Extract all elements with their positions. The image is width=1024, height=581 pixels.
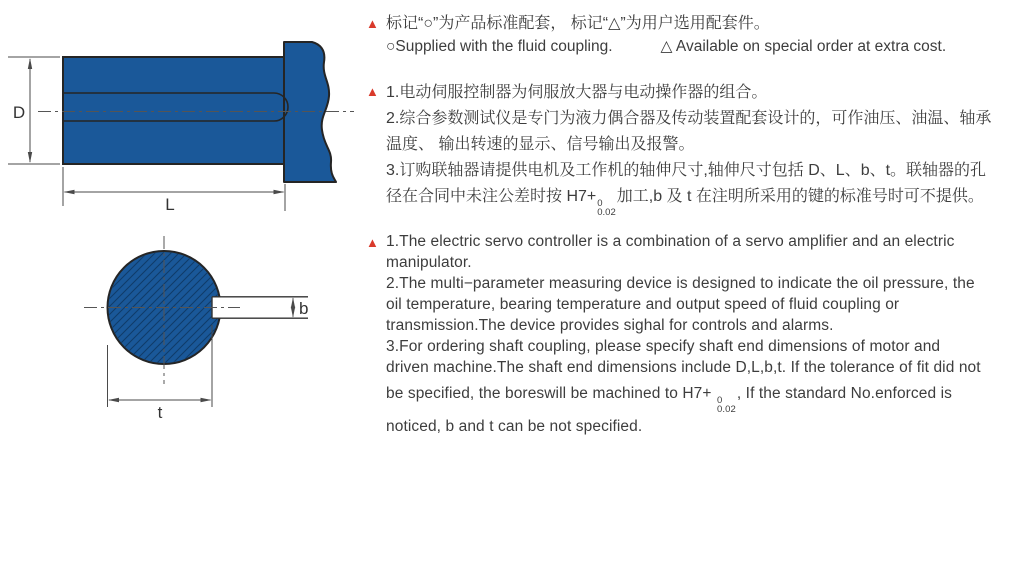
legend-line-cn: 标记“○”为产品标准配套， 标记“△”为用户选用配套件。 (386, 15, 770, 32)
en-note-line: manipulator. (386, 254, 472, 271)
notes-english-block (366, 231, 1022, 437)
dim-label-t: t (157, 403, 163, 422)
cn-note-tolerance-line: 径在合同中未注公差时按 H7+ 0 0.02 加工,b 及 t 在注明所采用的键的标准号时可不提供。 (386, 188, 984, 218)
notes-chinese-block (366, 80, 1022, 217)
legend-supplied-text: ○Supplied with the fluid coupling. (386, 38, 613, 55)
en-note-line: 1.The electric servo controller is a combination of a servo amplifier and an electric (386, 233, 955, 250)
keyway-cutout (212, 297, 308, 318)
en-note-line: 3.For ordering shaft coupling, please specify shaft end dimensions of motor and (386, 338, 941, 355)
en-note-tolerance-line: be specified, the boreswill be machined to H7+ 0 0.02 , If the standard No.enforced is (386, 385, 953, 415)
cn-note-line: 温度、 输出转速的显示、信号输出及报警。 (386, 136, 695, 153)
dim-label-l: L (165, 195, 175, 214)
shaft-dimension-diagram (0, 0, 360, 440)
shaft-body (63, 57, 284, 164)
tolerance-stack: 0 0.02 (597, 198, 616, 218)
tolerance-stack: 0 0.02 (716, 395, 736, 415)
legend-line-en (386, 35, 1022, 58)
cn-note-line: 3.订购联轴器请提供电机及工作机的轴伸尺寸,轴伸尺寸包括 D、L、b、t。联轴器的孔 (386, 162, 987, 179)
en-note-line: oil temperature, bearing temperature and output speed of fluid coupling or (386, 296, 900, 313)
cn-note-line: 1.电动伺服控制器为伺服放大器与电动操作器的组合。 (386, 84, 768, 101)
shaft-diagram-svg (0, 0, 360, 440)
note-triangle-icon: ▲ (366, 235, 379, 250)
dim-label-b: b (299, 299, 309, 318)
en-note-line: transmission.The device provides sighal for controls and alarms. (386, 317, 834, 334)
en-note-line: driven machine.The shaft end dimensions include D,L,b,t. If the tolerance of fit did not (386, 359, 981, 376)
legend-optional-text: △ Available on special order at extra cost. (660, 38, 947, 55)
note-triangle-icon: ▲ (366, 16, 379, 31)
legend-block (366, 12, 1022, 58)
dim-label-d: D (12, 103, 26, 122)
en-note-line: noticed, b and t can be not specified. (386, 418, 643, 435)
cn-note-line: 2.综合参数测试仪是专门为液力偶合器及传动装置配套设计的，可作油压、油温、轴承 (386, 110, 992, 127)
note-triangle-icon: ▲ (366, 84, 379, 99)
en-note-line: 2.The multi−parameter measuring device is designed to indicate the oil pressure, the (386, 275, 975, 292)
